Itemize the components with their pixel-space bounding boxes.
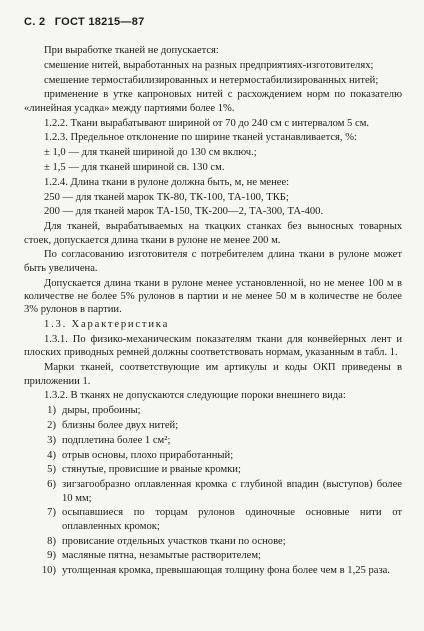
list-item (24, 549, 402, 562)
list-number: 9) (47, 550, 56, 562)
list-item (24, 463, 402, 476)
section-heading: 1.3. Характеристика (44, 319, 170, 331)
list-text: отрыв основы, плохо приработанный; (62, 449, 234, 461)
list-number: 2) (47, 419, 56, 431)
paragraph: Допускается длина ткани в рулоне менее установленной, но не менее 100 м в количестве не более 5% рулонов в партии и не менее 50 м в количестве не более 3% рулонов в партии. (24, 277, 402, 316)
list-text: провисание отдельных участков ткани по основе; (62, 535, 286, 547)
paragraph: Для тканей, вырабатываемых на ткацких станках без выносных товарных стоек, допускается длина ткани в рулоне не менее 200 м. (24, 221, 402, 246)
paragraph: смешение нитей, выработанных на разных предприятиях-изготовителях; (44, 59, 374, 71)
list-text: дыры, пробоины; (62, 405, 141, 417)
paragraph: смешение термостабилизированных и нетермостабилизированных нитей; (44, 74, 379, 86)
clause-1-3-1: 1.3.1. По физико-механическим показателям ткани для конвейерных лент и плоских приводных ремней должны соответствовать нормам, указанным в табл. 1. (24, 333, 402, 359)
list-text: масляные пятна, незамытые растворителем; (62, 550, 261, 562)
defects-list (24, 404, 402, 577)
list-number: 5) (47, 464, 56, 476)
clause-1-2-4: 1.2.4. Длина ткани в рулоне должна быть, м, не менее: (44, 176, 290, 188)
list-item (24, 535, 402, 548)
length-item: 200 — для тканей марок ТА-150, ТК-200—2, ТА-300, ТА-400. (44, 206, 324, 218)
list-item (24, 506, 402, 533)
list-text: близны более двух нитей; (62, 419, 179, 431)
paragraph: По согласованию изготовителя с потребителем длина ткани в рулоне может быть увеличена. (24, 249, 402, 274)
list-item (24, 434, 402, 447)
page-header (24, 16, 151, 28)
list-number: 1) (47, 405, 56, 417)
list-item (24, 564, 402, 577)
list-number: 3) (47, 434, 56, 446)
list-number: 4) (47, 449, 56, 461)
paragraph: При выработке тканей не допускается: (44, 45, 219, 56)
list-item (24, 419, 402, 432)
list-number: 8) (47, 535, 56, 547)
list-number: 6) (47, 479, 56, 491)
tolerance-item: ± 1,5 — для тканей шириной св. 130 см. (44, 161, 225, 173)
clause-1-2-3: 1.2.3. Предельное отклонение по ширине тканей устанавливается, %: (44, 132, 357, 144)
standard-title: ГОСТ 18215—87 (54, 16, 145, 28)
list-text: зигзагообразно оплавленная кромка с глубиной впадин (выступов) более 10 мм; (62, 479, 402, 504)
paragraph: Марки тканей, соответствующие им артикулы и коды ОКП приведены в приложении 1. (24, 362, 402, 387)
list-item (24, 478, 402, 505)
list-item (24, 404, 402, 417)
list-text: подплетина более 1 см²; (62, 434, 171, 446)
page-number: С. 2 (24, 16, 46, 28)
list-text: стянутые, провисшие и рваные кромки; (62, 464, 241, 476)
clause-1-2-2: 1.2.2. Ткани вырабатывают шириной от 70 до 240 см с интервалом 5 см. (44, 117, 370, 129)
paragraph: применение в утке капроновых нитей с расхождением норм по показателю «линейная усадка» между партиями более 1%. (24, 89, 402, 114)
list-text: осыпавшиеся по торцам рулонов одиночные основные нити от оплавленных кромок; (62, 507, 402, 532)
length-item: 250 — для тканей марок ТК-80, ТК-100, ТА-100, ТКБ; (44, 191, 289, 203)
list-number: 7) (47, 507, 56, 519)
clause-1-3-2: 1.3.2. В тканях не допускаются следующие пороки внешнего вида: (44, 390, 346, 402)
list-item (24, 449, 402, 462)
document-body (24, 44, 402, 579)
tolerance-item: ± 1,0 — для тканей шириной до 130 см включ.; (44, 147, 257, 159)
list-text: утолщенная кромка, превышающая толщину фона более чем в 1,25 раза. (62, 565, 391, 577)
list-number: 10) (41, 565, 56, 577)
